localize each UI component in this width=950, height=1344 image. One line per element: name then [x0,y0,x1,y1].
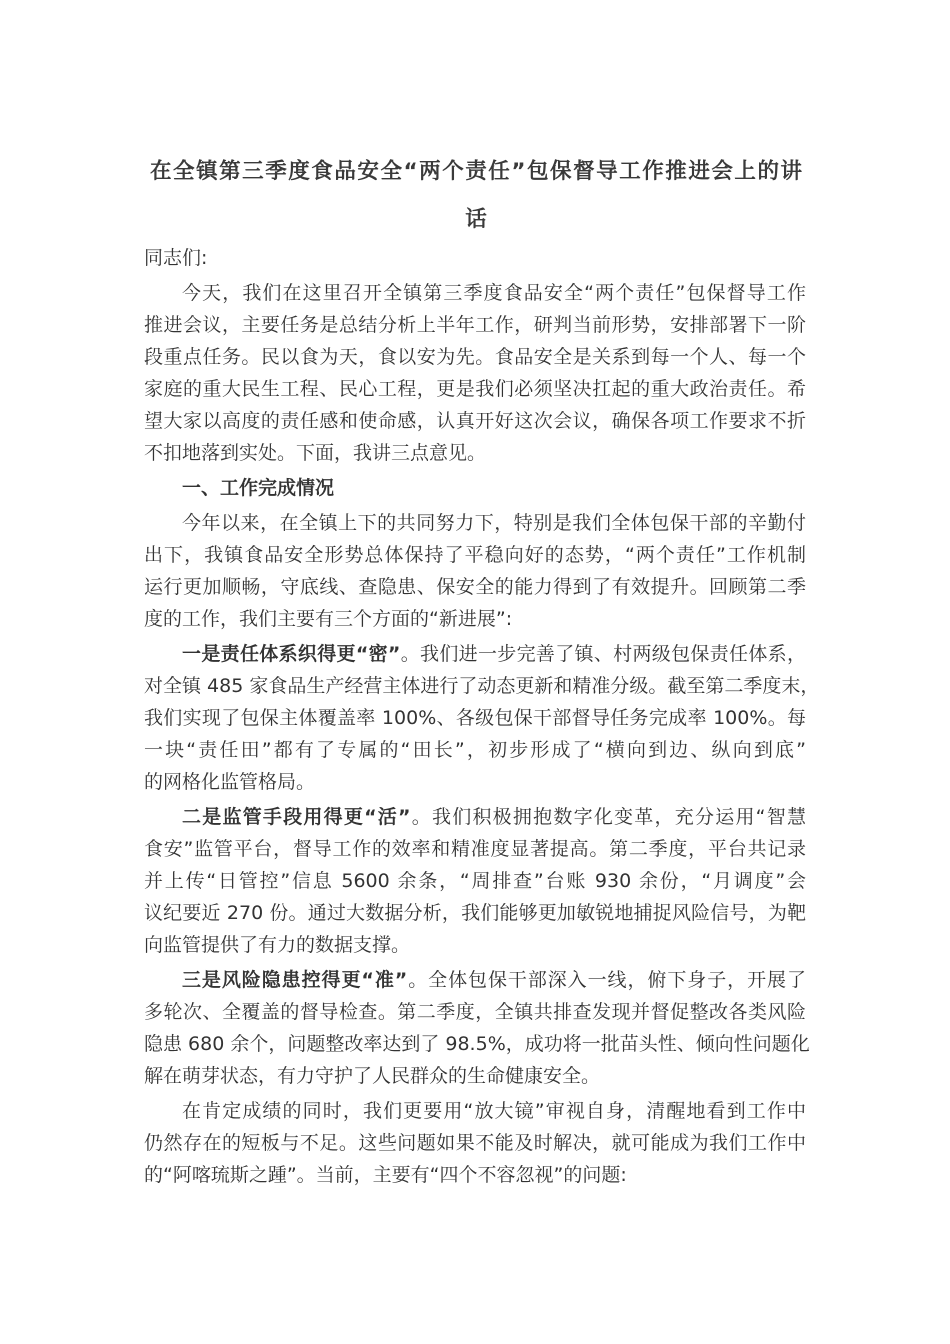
title-line-1: 在全镇第三季度食品安全“两个责任”包保督导工作推进会上的讲 [150,159,802,184]
text-line: 今年以来，在全镇上下的共同努力下，特别是我们全体包保干部的辛勤付 [182,512,806,534]
text-line: 出下，我镇食品安全形势总体保持了平稳向好的态势，“两个责任”工作机制 [144,544,806,566]
paragraph [144,1095,806,1191]
paragraph [144,964,810,1092]
paragraph [144,638,820,798]
text-line: 并上传“日管控”信息 5600 余条，“周排查”台账 930 余份，“月调度”会 [144,870,806,892]
bold-lead: 一是责任体系织得更“密” [182,643,401,665]
text-line [144,964,806,996]
title-line-2: 话 [465,207,487,232]
lead-continuation: 。我们积极拥抱数字化变革，充分运用“智慧 [410,806,806,828]
section-heading [144,472,806,504]
lead-continuation: 。我们进一步完善了镇、村两级包保责任体系， [400,643,806,665]
text-line: 今天，我们在这里召开全镇第三季度食品安全“两个责任”包保督导工作 [182,282,806,304]
text-line: 在肯定成绩的同时，我们更要用“放大镜”审视自身，清醒地看到工作中 [182,1100,806,1122]
text-line: 推进会议，主要任务是总结分析上半年工作，研判当前形势，安排部署下一阶 [144,314,806,336]
text-line: 的网格化监管格局。 [144,771,316,793]
text-line: 的“阿喀琉斯之踵”。当前，主要有“四个不容忽视”的问题: [144,1164,627,1186]
text-line: 段重点任务。民以食为天，食以安为先。食品安全是关系到每一个人、每一个 [144,346,806,368]
paragraph [144,507,806,635]
text-line: 食安”监管平台，督导工作的效率和精准度显著提高。第二季度，平台共记录 [144,838,806,860]
text-line: 对全镇 485 家食品生产经营主体进行了动态更新和精准分级。截至第二季度末， [144,675,820,697]
text-line: 解在萌芽状态，有力守护了人民群众的生命健康安全。 [144,1065,601,1087]
text-line: 望大家以高度的责任感和使命感，认真开好这次会议，确保各项工作要求不折 [144,410,806,432]
text-line: 向监管提供了有力的数据支撑。 [144,934,411,956]
text-line: 运行更加顺畅，守底线、查隐患、保安全的能力得到了有效提升。回顾第二季 [144,576,806,598]
bold-lead: 三是风险隐患控得更“准” [182,969,408,991]
text-line: 度的工作，我们主要有三个方面的“新进展”: [144,608,513,630]
text-line: 家庭的重大民生工程、民心工程，更是我们必须坚决扛起的重大政治责任。希 [144,378,806,400]
document-title [150,148,802,244]
paragraph [144,277,806,469]
text-line: 隐患 680 余个，问题整改率达到了 98.5%，成功将一批苗头性、倾向性问题化 [144,1033,810,1055]
text-line: 多轮次、全覆盖的督导检查。第二季度，全镇共排查发现并督促整改各类风险 [144,1001,806,1023]
bold-lead: 二是监管手段用得更“活” [182,806,411,828]
text-line: 一块“责任田”都有了专属的“田长”，初步形成了“横向到边、纵向到底” [144,739,806,761]
text-line: 议纪要近 270 份。通过大数据分析，我们能够更加敏锐地捕捉风险信号，为靶 [144,902,806,924]
text-line: 同志们: [144,247,208,269]
paragraph [144,242,806,274]
text-line [144,638,806,670]
text-line: 仍然存在的短板与不足。这些问题如果不能及时解决，就可能成为我们工作中 [144,1132,806,1154]
lead-continuation: 。全体包保干部深入一线，俯下身子，开展了 [407,969,806,991]
text-line [144,801,806,833]
document-body [144,242,820,1194]
text-line: 不扣地落到实处。下面，我讲三点意见。 [144,442,487,464]
text-line: 我们实现了包保主体覆盖率 100%、各级包保干部督导任务完成率 100%。每 [144,707,806,729]
paragraph [144,801,806,961]
text-line: 一、工作完成情况 [182,477,335,499]
